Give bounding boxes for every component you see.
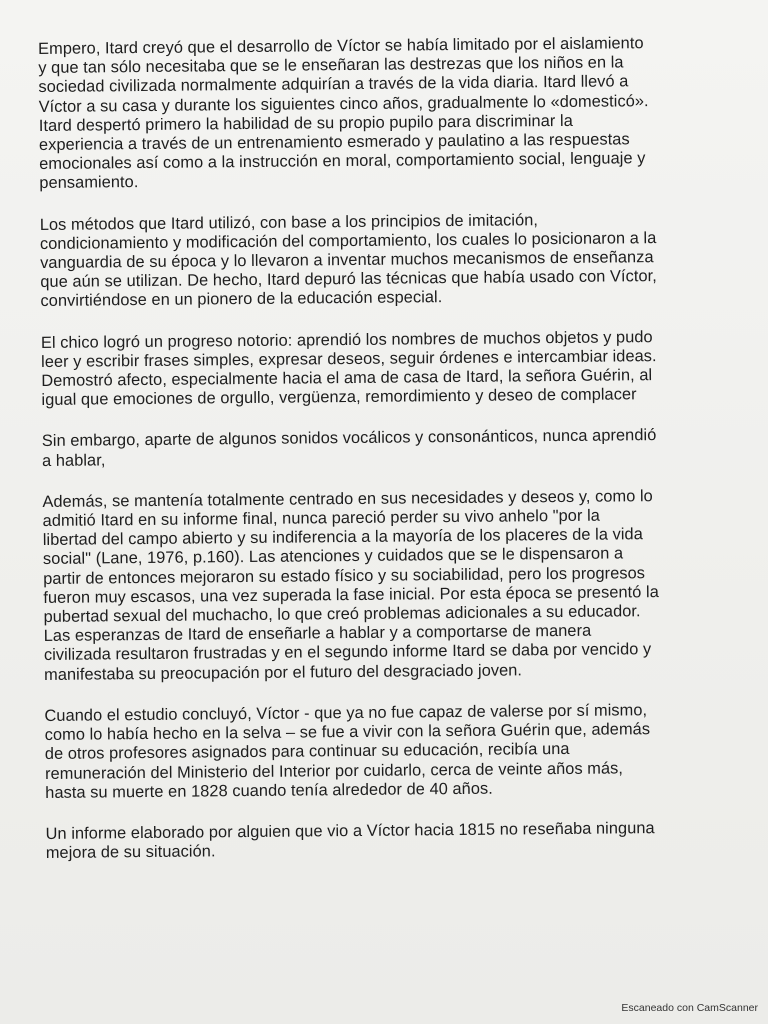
text-line: Sin embargo, aparte de algunos sonidos vocálicos y consonánticos, nunca aprendió — [41, 426, 657, 451]
scanner-watermark: Escaneado con CamScanner — [621, 1002, 758, 1014]
paragraph-5 — [42, 486, 756, 685]
text-line: fueron muy escasos, una vez superada la fase inicial. Por esta época se presentó la — [43, 582, 659, 607]
text-line: pubertad sexual del muchacho, lo que creó problemas adicionales a su educador. — [43, 602, 641, 627]
text-line: remuneración del Ministerio del Interior por cuidarlo, cerca de veinte años más, — [44, 758, 624, 783]
text-line: manifestaba su preocupación por el futuro del desgraciado joven. — [44, 661, 523, 684]
paragraph-3 — [41, 327, 754, 411]
text-line: Itard despertó primero la habilidad de su propio pupilo para discriminar la — [38, 111, 573, 135]
text-line: como lo había hecho en la selva – se fue a vivir con la señora Guérin que, además — [44, 720, 651, 745]
text-line: partir de entonces mejoraron su estado físico y su sociabilidad, pero los progresos — [43, 563, 646, 588]
text-line: civilizada resultaron frustradas y en el segundo informe Itard se daba por vencido y — [43, 640, 652, 665]
text-line: mejora de su situación. — [45, 842, 216, 863]
document-body — [38, 33, 758, 885]
text-line: igual que emociones de orgullo, vergüenza, remordimiento y deseo de complacer — [41, 385, 637, 410]
text-line: hasta su muerte en 1828 cuando tenía alrededor de 40 años. — [45, 779, 493, 802]
text-line: leer y escribir frases simples, expresar deseos, seguir órdenes e intercambiar ideas. — [41, 346, 657, 371]
text-line: admitió Itard en su informe final, nunca pareció perder su vivo anhelo "por la — [42, 506, 600, 531]
text-line: Además, se mantenía totalmente centrado en sus necesidades y deseos y, como lo — [42, 486, 653, 511]
text-line: que aún se utilizan. De hecho, Itard depuró las técnicas que había usado con Víctor, — [40, 267, 657, 292]
text-line: Víctor a su casa y durante los siguientes cinco años, gradualmente lo «domesticó». — [38, 91, 649, 116]
text-line: pensamiento. — [39, 173, 139, 193]
text-line: Demostró afecto, especialmente hacia el ama de casa de Itard, la señora Guérin, al — [41, 366, 653, 391]
text-line: Un informe elaborado por alguien que vio a Víctor hacia 1815 no reseñaba ninguna — [45, 819, 655, 843]
text-line: emocionales así como a la instrucción en moral, comportamiento social, lenguaje y — [39, 149, 646, 174]
text-line: El chico logró un progreso notorio: aprendió los nombres de muchos objetos y pudo — [40, 327, 653, 352]
text-line: de otros profesores asignados para continuar su educación, recibía una — [44, 740, 570, 764]
text-line: Cuando el estudio concluyó, Víctor - que ya no fue capaz de valerse por sí mismo, — [44, 701, 648, 725]
text-line: Empero, Itard creyó que el desarrollo de Víctor se había limitado por el aislamiento — [38, 34, 644, 58]
text-line: social" (Lane, 1976, p.160). Las atenciones y cuidados que se le dispensaron a — [42, 544, 624, 569]
text-line: a hablar, — [41, 451, 106, 470]
paragraph-2 — [40, 209, 753, 312]
text-line: convirtiéndose en un pionero de la educación especial. — [40, 288, 443, 311]
paragraph-4 — [42, 426, 754, 471]
text-line: sociedad civilizada normalmente adquirían a través de la vida diaria. Itard llevó a — [38, 72, 629, 97]
text-line: vanguardia de su época y lo llevaron a inventar muchos mecanismos de enseñanza — [40, 248, 654, 273]
text-line: Los métodos que Itard utilizó, con base a los principios de imitación, — [39, 210, 539, 234]
text-line: experiencia a través de un entrenamiento esmerado y paulatino a las respuestas — [38, 130, 630, 155]
paragraph-6 — [44, 700, 757, 803]
paragraph-7 — [46, 818, 758, 863]
text-line: y que tan sólo necesitaba que se le enseñaran las destrezas que los niños en la — [38, 53, 624, 78]
text-line: condicionamiento y modificación del comportamiento, los cuales lo posicionaron a la — [39, 228, 657, 253]
paragraph-1 — [38, 33, 751, 193]
text-line: libertad del campo abierto y su indiferencia a la mayoría de los placeres de la vida — [42, 525, 643, 550]
text-line: Las esperanzas de Itard de enseñarle a hablar y a comportarse de manera — [43, 621, 592, 646]
